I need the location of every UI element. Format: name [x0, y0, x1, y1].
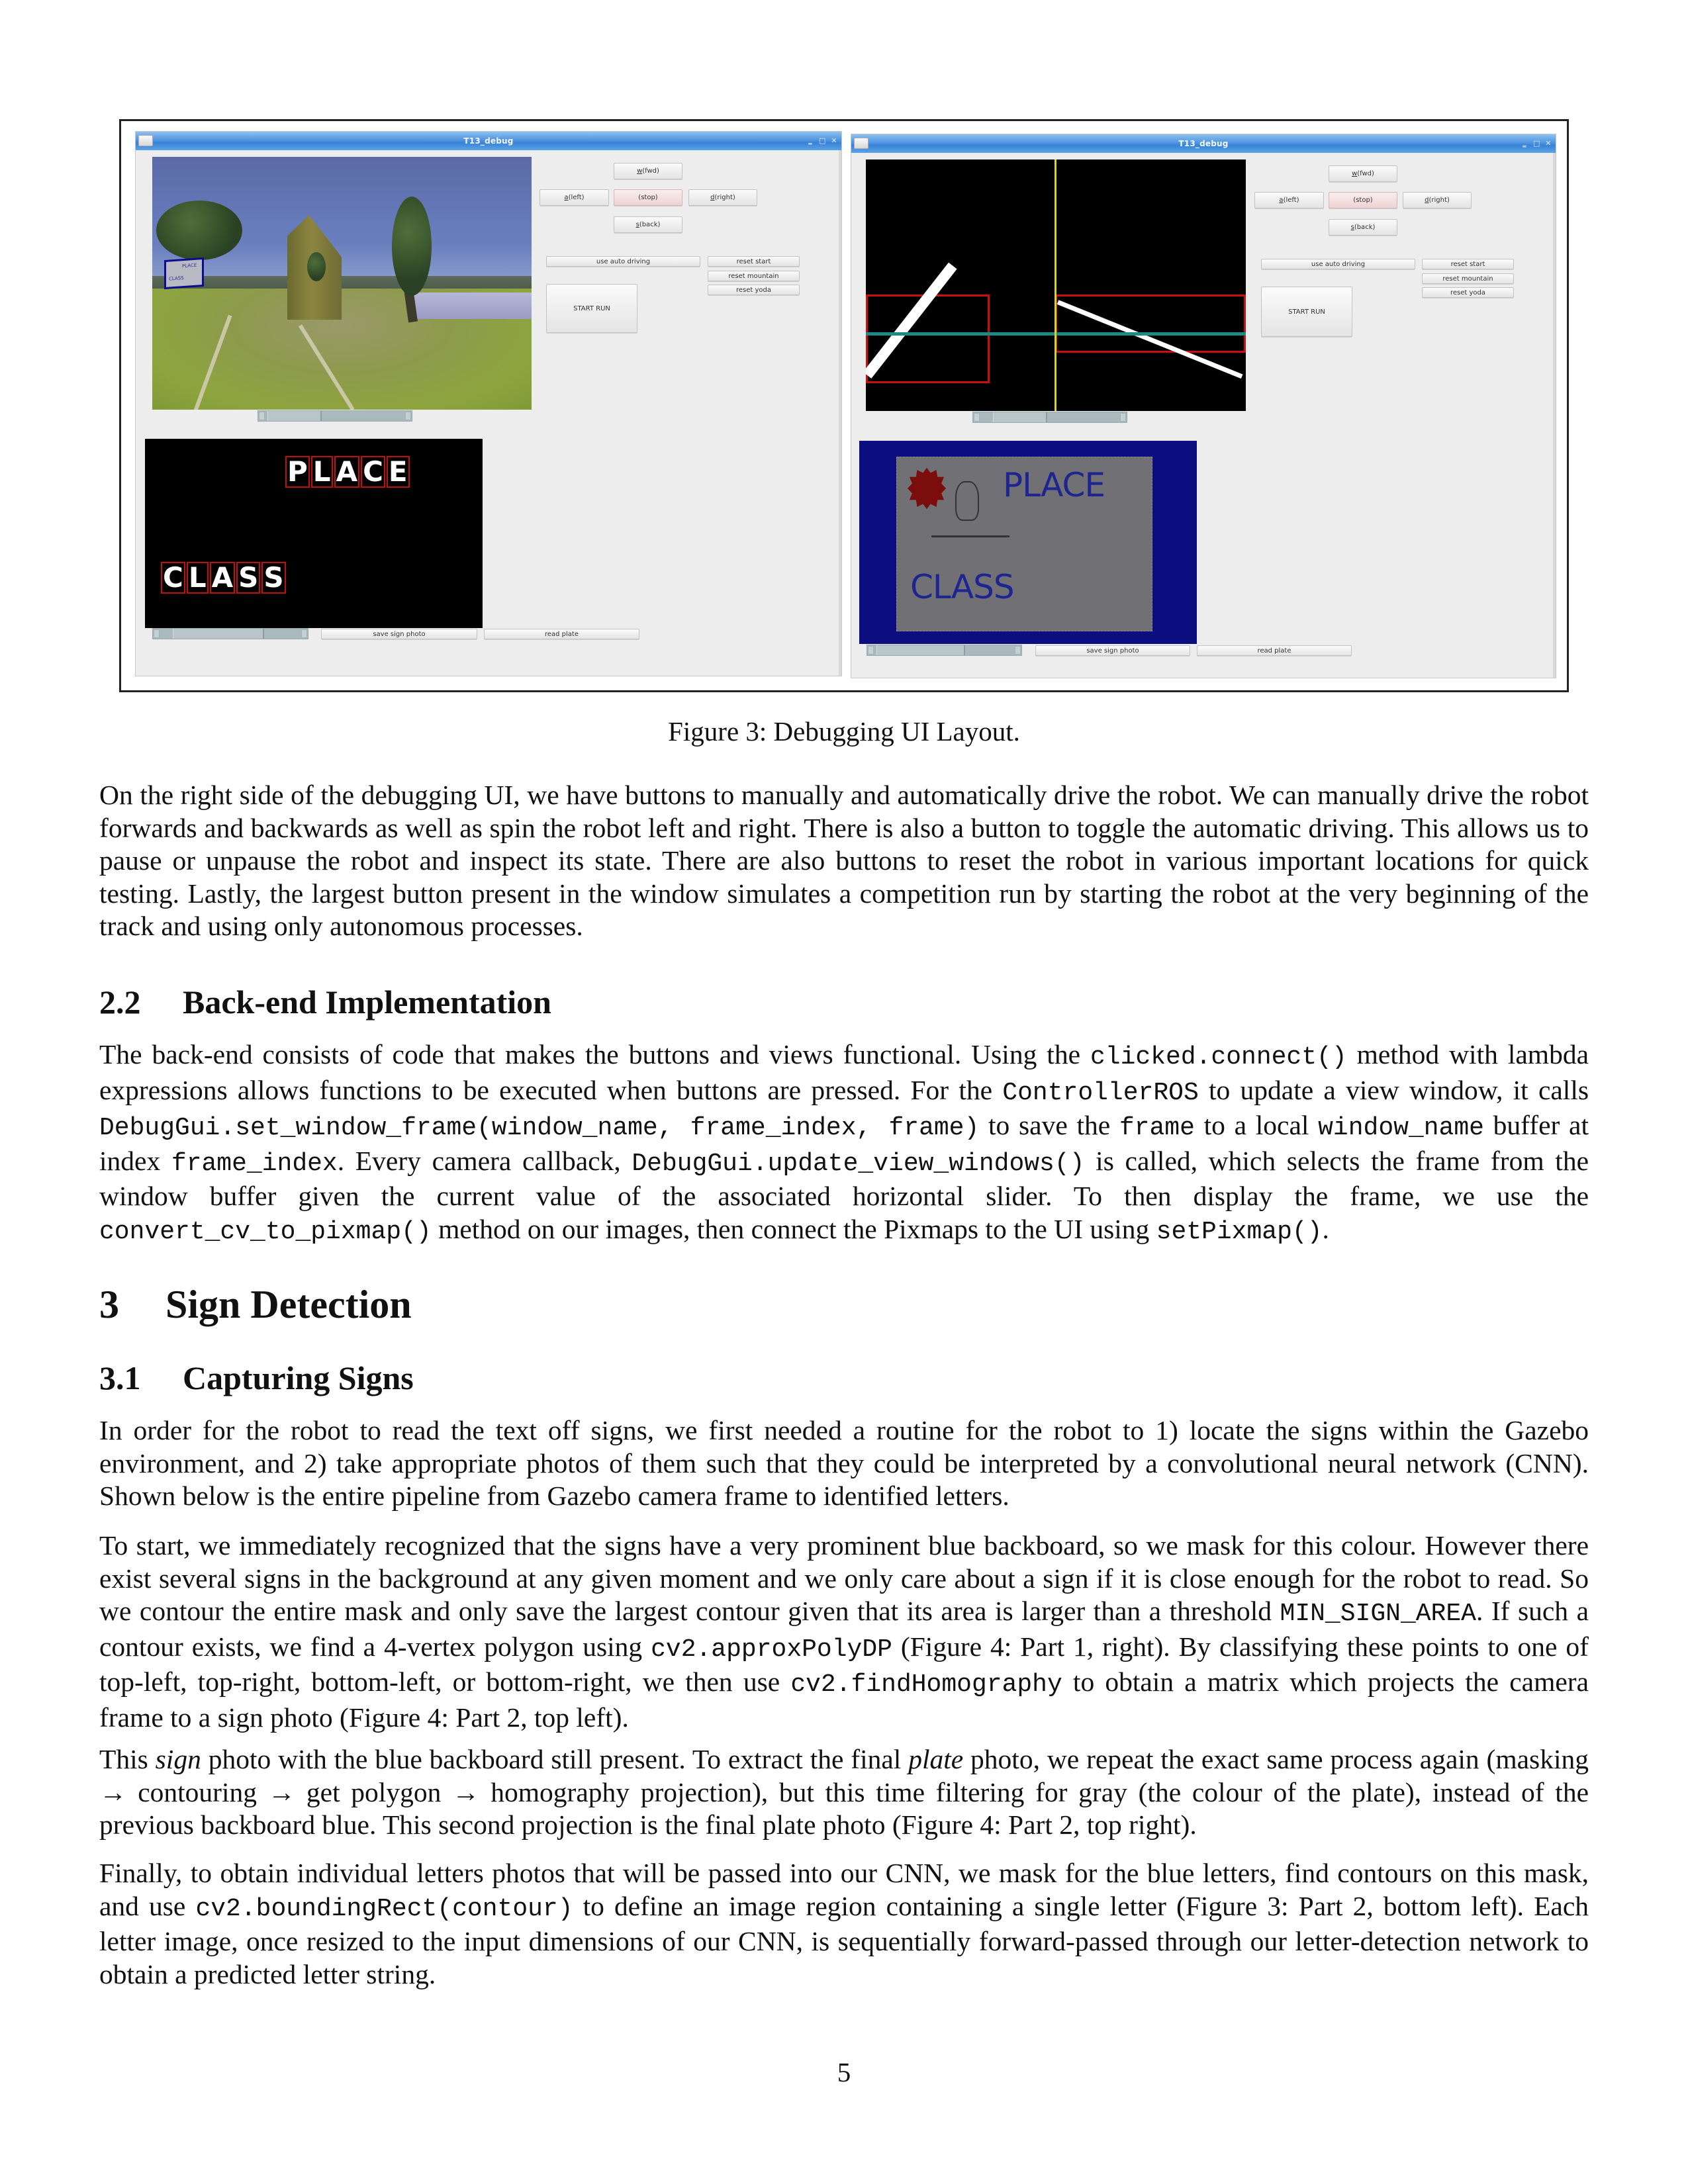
center-line	[1055, 159, 1056, 411]
slider-handle[interactable]	[876, 645, 965, 655]
detected-word-class	[161, 562, 286, 594]
slider-handle[interactable]	[267, 411, 322, 421]
slider-right-arrow-icon[interactable]	[1015, 646, 1021, 655]
slider-left-arrow-icon[interactable]	[974, 413, 980, 422]
section-heading-3-1: 3.1 Capturing Signs	[99, 1359, 414, 1396]
skier-figure-icon	[955, 481, 979, 521]
reset-mountain-button[interactable]: reset mountain	[1422, 273, 1514, 284]
letter-box: S	[261, 562, 285, 594]
window-app-icon	[854, 138, 868, 149]
letter-box: L	[311, 456, 333, 488]
sign-photo-view	[859, 441, 1197, 644]
start-run-button[interactable]: START RUN	[1261, 287, 1352, 337]
section-heading-2-2: 2.2 Back-end Implementation	[99, 983, 551, 1021]
back-button[interactable]: s (back)	[614, 216, 682, 233]
read-plate-button[interactable]: read plate	[484, 629, 639, 639]
paragraph-backend: The back-end consists of code that makes the buttons and views functional. Using the clicked.connect() method with lambda expressions allows functions to be executed when buttons are pressed. For the ControllerROS to update a view window, it calls DebugGui.set_window_frame(window_name, frame_index, frame) to save the frame to a local window_name buffer at index frame_index. Every camera callback, DebugGui.update_view_windows() is called, which selects the frame from the window buffer given the current value of the associated horizontal slider. To then display the frame, we use the convert_cv_to_pixmap() method on our images, then connect the Pixmaps to the UI using setPixmap().	[99, 1039, 1589, 1246]
minimize-icon[interactable]: ‗	[1523, 139, 1526, 148]
paragraph-ui-description: On the right side of the debugging UI, we have buttons to manually and automatically drive the robot. We can manually drive the robot forwards and backwards as well as spin the robot left and right. There is also a button to toggle the automatic driving. This allows us to pause or unpause the robot and inspect its state. There are also buttons to reset the robot in various important locations for quick testing. Lastly, the largest button present in the window simulates a competition run by starting the robot at the very beginning of the track and using only autonomous processes.	[99, 780, 1589, 942]
reset-yoda-button[interactable]: reset yoda	[708, 285, 800, 295]
window-app-icon	[138, 135, 153, 146]
sign-frame-slider[interactable]	[867, 645, 1022, 656]
reset-start-button[interactable]: reset start	[708, 256, 800, 267]
camera-frame-slider[interactable]	[258, 410, 412, 422]
section-heading-3: 3 Sign Detection	[99, 1283, 412, 1326]
letter-box: A	[334, 456, 360, 488]
detected-word-place	[285, 456, 410, 488]
letter-box: C	[161, 562, 185, 594]
tree-left	[156, 201, 242, 260]
sign-plate	[896, 457, 1152, 631]
window-titlebar[interactable]	[136, 132, 841, 150]
line-frame-slider[interactable]	[972, 412, 1127, 423]
save-sign-photo-button[interactable]: save sign photo	[321, 629, 477, 639]
tree-right	[392, 197, 432, 296]
page-number: 5	[837, 2057, 851, 2087]
stop-button[interactable]: (stop)	[614, 189, 682, 206]
right-button[interactable]: d (right)	[1403, 192, 1472, 208]
right-button[interactable]: d (right)	[688, 189, 757, 206]
paragraph-sign-masking: To start, we immediately recognized that the signs have a very prominent blue backboard, so we mask for this colour. However there exist several signs in the background at any given moment and we only care about a sign if it is close enough for the robot to read. So we contour the entire mask and only save the largest contour given that its area is larger than a threshold MIN_SIGN_AREA. If such a contour exists, we find a 4-vertex polygon using cv2.approxPolyDP (Figure 4: Part 1, right). By classifying these points to one of top-left, top-right, bottom-left, or bottom-right, we then use cv2.findHomography to obtain a matrix which projects the camera frame to a sign photo (Figure 4: Part 2, top left).	[99, 1530, 1589, 1733]
right-line-bounding-box	[1055, 295, 1246, 353]
letter-detection-view	[145, 439, 483, 628]
letter-box: L	[187, 562, 209, 594]
debug-window-right	[851, 134, 1556, 678]
save-sign-photo-button[interactable]: save sign photo	[1035, 645, 1190, 656]
slider-handle[interactable]	[993, 412, 1047, 422]
left-button[interactable]: a (left)	[539, 189, 609, 206]
ski-line	[931, 535, 1009, 537]
slider-left-arrow-icon[interactable]	[868, 646, 874, 655]
window-titlebar[interactable]	[851, 134, 1556, 153]
left-button[interactable]: a (left)	[1254, 192, 1324, 208]
reset-mountain-button[interactable]: reset mountain	[708, 271, 800, 281]
forward-button[interactable]: w (fwd)	[1329, 165, 1397, 182]
sign-in-camera: PLACE CLASS	[164, 257, 204, 289]
paragraph-plate-extraction: This sign photo with the blue backboard still present. To extract the final plate photo, we repeat the exact same process again (masking → contouring → get polygon → homography projection), but this time filtering for gray (the colour of the plate), instead of the previous backboard blue. This second projection is the final plate photo (Figure 4: Part 2, top right).	[99, 1744, 1589, 1841]
sign-word-class: CLASS	[910, 568, 1014, 606]
slider-left-arrow-icon[interactable]	[154, 629, 160, 638]
window-title: T13_debug	[1178, 139, 1229, 148]
auto-driving-toggle-button[interactable]: use auto driving	[546, 256, 700, 267]
reset-yoda-button[interactable]: reset yoda	[1422, 287, 1514, 298]
back-button[interactable]: s (back)	[1329, 219, 1397, 236]
debug-window-left	[135, 131, 842, 676]
line-detection-view	[866, 159, 1246, 411]
slider-handle[interactable]	[173, 629, 264, 639]
letter-box: A	[210, 562, 236, 594]
letter-box: S	[236, 562, 260, 594]
sign-word-place: PLACE	[1003, 466, 1105, 504]
close-icon[interactable]: ✕	[831, 136, 837, 145]
left-line-bounding-box	[866, 295, 990, 383]
letters-frame-slider[interactable]	[152, 628, 308, 639]
letter-box: C	[361, 456, 385, 488]
stop-button[interactable]: (stop)	[1329, 192, 1397, 208]
forward-button[interactable]: w (fwd)	[614, 163, 682, 179]
slider-right-arrow-icon[interactable]	[1120, 413, 1126, 422]
reset-start-button[interactable]: reset start	[1422, 259, 1514, 269]
figure-caption: Figure 3: Debugging UI Layout.	[668, 716, 1020, 747]
slider-right-arrow-icon[interactable]	[301, 629, 307, 638]
window-title: T13_debug	[463, 136, 514, 146]
tree-small	[307, 252, 326, 281]
maximize-icon[interactable]: □	[819, 136, 826, 145]
slider-right-arrow-icon[interactable]	[405, 412, 411, 420]
slider-left-arrow-icon[interactable]	[259, 412, 265, 420]
paragraph-letter-detection: Finally, to obtain individual letters photos that will be passed into our CNN, we mask for the blue letters, find contours on this mask, and use cv2.boundingRect(contour) to define an image region containing a single letter (Figure 3: Part 2, bottom left). Each letter image, once resized to the input dimensions of our CNN, is sequentially forward-passed through our letter-detection network to obtain a predicted letter string.	[99, 1858, 1589, 1989]
water-pond	[410, 293, 532, 319]
gear-logo-icon	[908, 468, 946, 509]
paragraph-capturing-intro: In order for the robot to read the text off signs, we first needed a routine for the robot to 1) locate the signs within the Gazebo environment, and 2) take appropriate photos of them such that they could be interpreted by a convolutional neural network (CNN). Shown below is the entire pipeline from Gazebo camera frame to identified letters.	[99, 1415, 1589, 1512]
auto-driving-toggle-button[interactable]: use auto driving	[1261, 259, 1415, 269]
close-icon[interactable]: ✕	[1545, 139, 1552, 148]
maximize-icon[interactable]: □	[1533, 139, 1540, 148]
start-run-button[interactable]: START RUN	[546, 284, 637, 333]
letter-box: P	[285, 456, 310, 488]
read-plate-button[interactable]: read plate	[1197, 645, 1352, 656]
minimize-icon[interactable]: ‗	[808, 136, 812, 145]
camera-view	[152, 157, 532, 410]
letter-box: E	[387, 456, 410, 488]
